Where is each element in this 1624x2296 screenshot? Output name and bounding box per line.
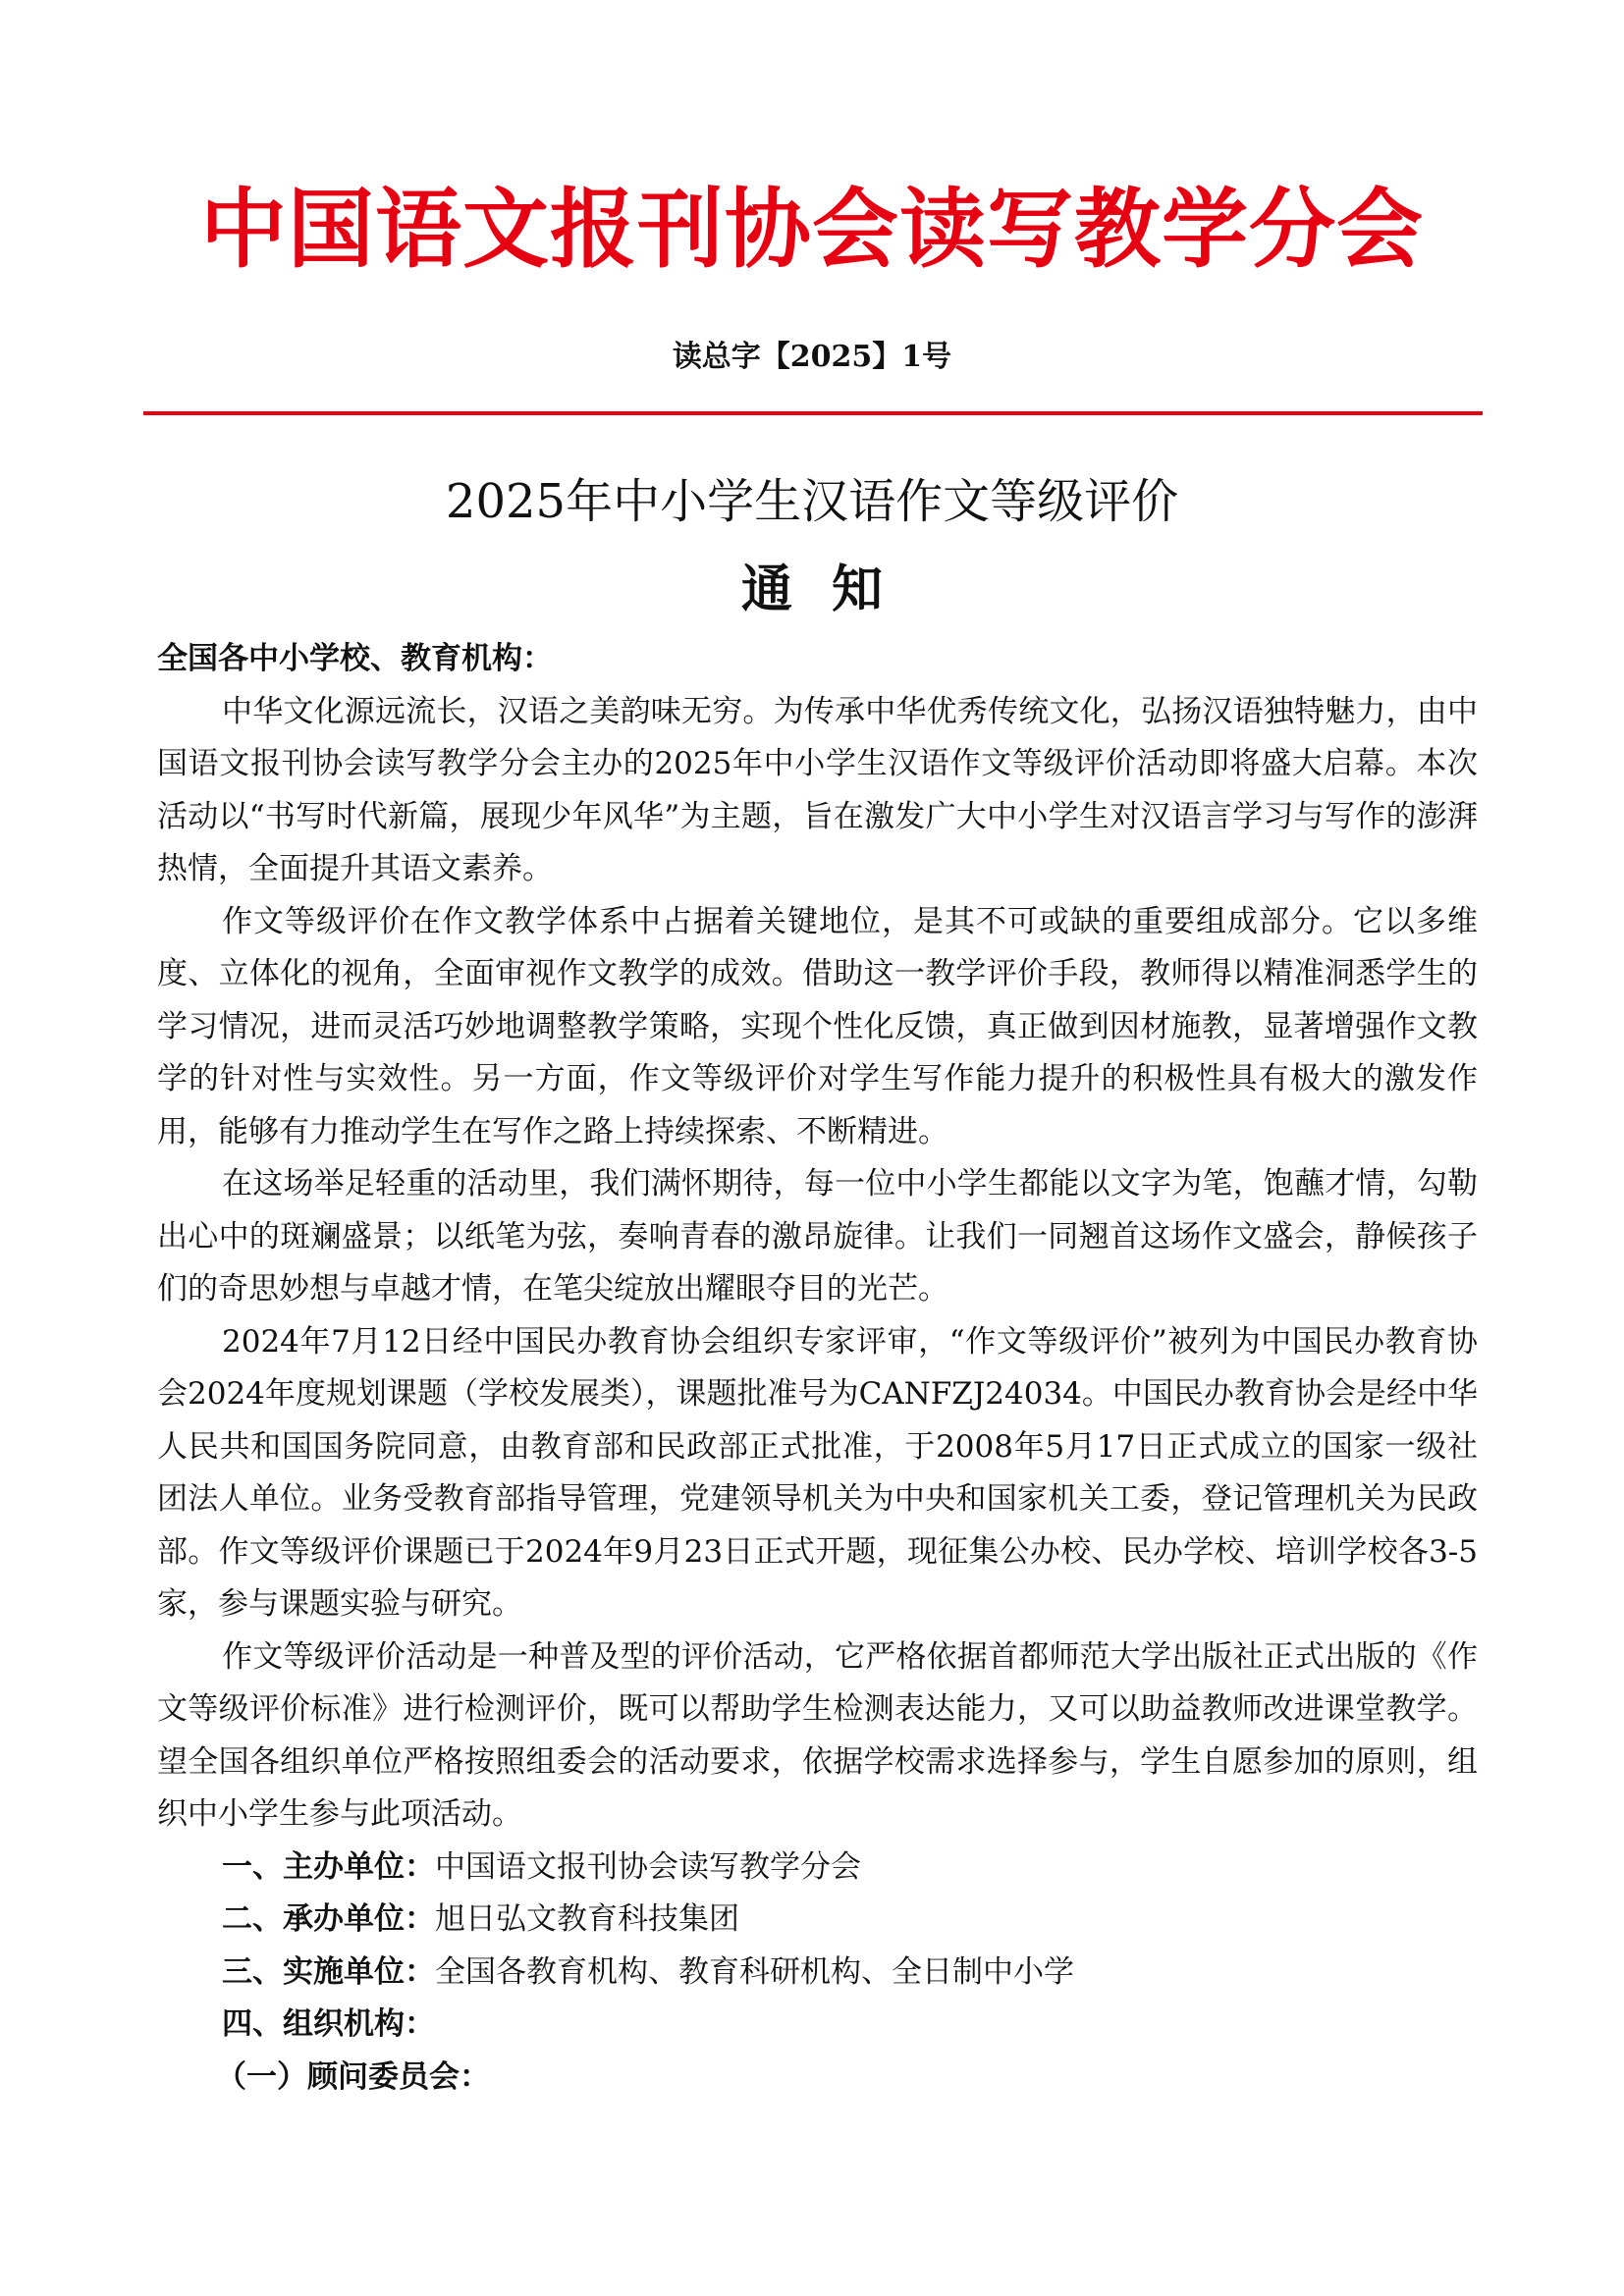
organization-header: 中国语文报刊协会读写教学分会 — [199, 178, 1424, 280]
item-label: 四、组织机构： — [222, 2006, 435, 2042]
body-paragraph: 作文等级评价在作文教学体系中占据着关键地位，是其不可或缺的重要组成部分。它以多维度、立体化的视角，全面审视作文教学的成效。借助这一教学评价手段，教师得以精准洞悉学生的学习情况，进而灵活巧妙地调整教学策略，实现个性化反馈，真正做到因材施教，显著增强作文教学的针对性与实效性。另一方面，作文等级评价对学生写作能力提升的积极性具有极大的激发作用，能够有力推动学生在写作之路上持续探索、不断精进。 — [157, 903, 1478, 1149]
list-item-organizer — [157, 1842, 1478, 1895]
item-value: 全国各教育机构、教育科研机构、全日制中小学 — [435, 1953, 1074, 1990]
item-value: 中国语文报刊协会读写教学分会 — [435, 1848, 861, 1885]
document-title: 2025年中小学生汉语作文等级评价 — [445, 474, 1179, 529]
red-divider-line — [143, 411, 1483, 415]
item-label: 一、主办单位： — [222, 1848, 435, 1885]
body-paragraph: 2024年7月12日经中国民办教育协会组织专家评审，“作文等级评价”被列为中国民办教育协会2024年度规划课题（学校发展类），课题批准号为CANFZJ24034。中国民办教育协会是经中华人民共和国国务院同意，由教育部和民政部正式批准，于2008年5月17日正式成立的国家一级社团法人单位。业务受教育部指导管理，党建领导机关为中央和国家机关工委，登记管理机关为民政部。作文等级评价课题已于2024年9月23日正式开题，现征集公办校、民办学校、培训学校各3-5家，参与课题实验与研究。 — [157, 1323, 1478, 1622]
list-item-undertaker — [157, 1894, 1478, 1947]
sub-item-advisory-committee: （一）顾问委员会： — [216, 2058, 490, 2095]
salutation: 全国各中小学校、教育机构： — [157, 641, 553, 676]
list-item-implementer — [157, 1947, 1478, 2000]
item-label: 三、实施单位： — [222, 1953, 435, 1990]
body-paragraph: 中华文化源远流长，汉语之美韵味无穷。为传承中华优秀传统文化，弘扬汉语独特魅力，由中国语文报刊协会读写教学分会主办的2025年中小学生汉语作文等级评价活动即将盛大启幕。本次活动以“书写时代新篇，展现少年风华”为主题，旨在激发广大中小学生对汉语言学习与写作的澎湃热情，全面提升其语文素养。 — [157, 693, 1478, 886]
document-body — [157, 633, 1478, 2104]
document-number: 读总字【2025】1号 — [672, 340, 952, 374]
item-label: 二、承办单位： — [222, 1901, 435, 1937]
item-value: 旭日弘文教育科技集团 — [435, 1901, 739, 1937]
body-paragraph: 作文等级评价活动是一种普及型的评价活动，它严格依据首都师范大学出版社正式出版的《作文等级评价标准》进行检测评价，既可以帮助学生检测表达能力，又可以助益教师改进课堂教学。望全国各组织单位严格按照组委会的活动要求，依据学校需求选择参与，学生自愿参加的原则，组织中小学生参与此项活动。 — [157, 1638, 1478, 1832]
document-subtitle: 通知 — [740, 560, 922, 619]
list-item-organization — [157, 1999, 1478, 2052]
body-paragraph: 在这场举足轻重的活动里，我们满怀期待，每一位中小学生都能以文字为笔，饱蘸才情，勾勒出心中的斑斓盛景；以纸笔为弦，奏响青春的激昂旋律。让我们一同翘首这场作文盛会，静候孩子们的奇思妙想与卓越才情，在笔尖绽放出耀眼夺目的光芒。 — [157, 1166, 1478, 1307]
